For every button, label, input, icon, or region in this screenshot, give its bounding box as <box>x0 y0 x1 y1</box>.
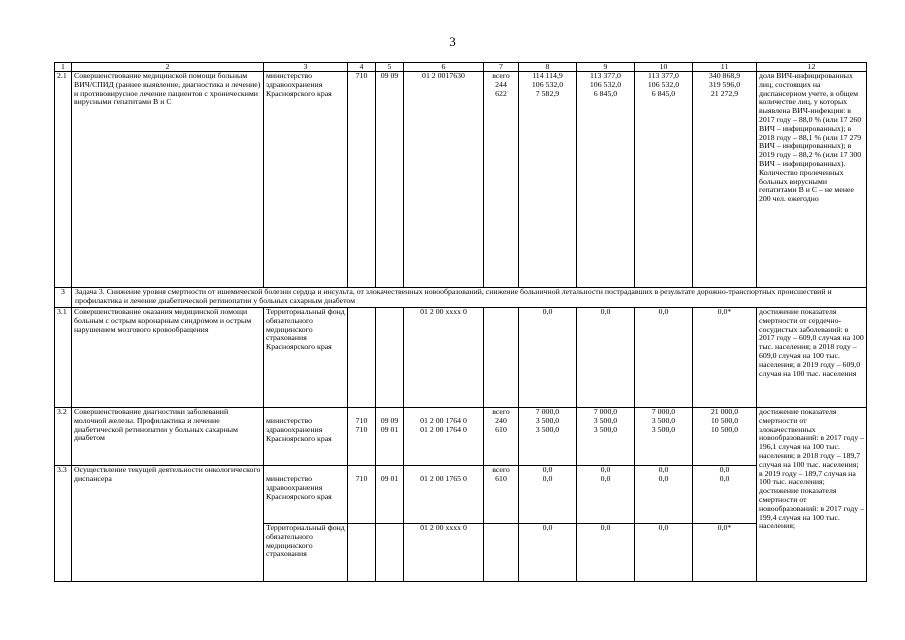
col-header: 12 <box>757 63 867 72</box>
activity-name: Совершенствование медицинской помощи больным ВИЧ/СПИД (раннее выявление, диагностика и лечение) и противовирусное лечение пациентов с хроническими вирусными гепатитами В и С <box>72 72 264 288</box>
amount-value: 3 500,0 <box>535 425 560 434</box>
vr-value: всего <box>492 465 510 474</box>
amount-2017 <box>519 466 577 524</box>
amount-total <box>693 408 757 466</box>
expected-result: достижение показателя смертности от злокачественных новообразований: в 2017 году – 196,1 случая на 100 тыс. населения; в 2018 году – 189,7 случая на 100 тыс. населения; в 2019 году – 189,7 случая на 100 тыс. населения; достижение показателя смертности от новообразований: в 2017 году – 199,4 случая на 100 тыс. населения; <box>757 408 867 582</box>
amount-value: 106 532,0 <box>589 80 622 89</box>
executor <box>264 408 348 466</box>
csr-code <box>404 408 484 466</box>
col-header: 1 <box>55 63 72 72</box>
row-number: 3.2 <box>55 408 72 466</box>
amount-2019: 0,0 <box>635 524 693 582</box>
rzpr-value: 09 01 <box>380 425 399 434</box>
activity-name: Совершенствование оказания медицинской помощи больным с острым коронарным синдромом и острым нарушением мозгового кровообращения <box>72 308 264 408</box>
expected-result: доля ВИЧ-инфицированных лиц, состоящих на диспансерном учете, в общем количестве лиц, у которых выявлена ВИЧ-инфекция: в 2017 году – 88,0 % (или 17 260 ВИЧ – инфицированных); в 2018 году – 88,1 % (или 17 279 ВИЧ – инфицированных); в 2019 году – 88,2 % (или 17 300 ВИЧ – инфицированных). Количество пролеченных больных вирусными гепатитами В и С – не менее 200 чел. ежегодно <box>757 72 867 288</box>
grbs-code <box>348 466 376 524</box>
amount-value: 106 532,0 <box>531 80 564 89</box>
grbs-code <box>348 408 376 466</box>
executor: Территориальный фонд обязательного медицинского страхования <box>264 524 348 582</box>
col-header: 9 <box>577 63 635 72</box>
col-header: 2 <box>72 63 264 72</box>
amount-total <box>693 72 757 288</box>
vr-value: 610 <box>495 474 507 483</box>
amount-value: 0,0 <box>719 474 730 483</box>
vr-value: 622 <box>495 89 507 98</box>
amount-2018 <box>577 72 635 288</box>
amount-value: 7 582,9 <box>535 89 560 98</box>
rzpr-code: 09 09 <box>376 72 404 288</box>
row-number: 2.1 <box>55 72 72 288</box>
amount-value: 7 000,0 <box>651 407 676 416</box>
amount-value: 319 596,0 <box>708 80 741 89</box>
activity-name: Осуществление текущей деятельности онкологического диспансера <box>72 466 264 582</box>
csr-value: 01 2 00 1764 0 <box>420 425 467 434</box>
amount-value: 7 000,0 <box>535 407 560 416</box>
vr-value: всего <box>492 407 510 416</box>
rzpr-code <box>376 466 404 524</box>
program-table <box>54 62 867 582</box>
col-header: 6 <box>404 63 484 72</box>
vr-codes <box>484 308 519 408</box>
column-numbers-row <box>55 63 867 72</box>
vr-value: всего <box>492 71 510 80</box>
amount-2019 <box>635 466 693 524</box>
executor <box>264 466 348 524</box>
activity-name: Совершенствование диагностики заболеваний молочной железы. Профилактика и лечение диабетической ретинопатии у больных сахарным диабетом <box>72 408 264 466</box>
amount-2018: 0,0 <box>577 524 635 582</box>
amount-value: 10 500,0 <box>710 425 739 434</box>
amount-value: 10 500,0 <box>710 416 739 425</box>
csr-value: 01 2 00 1764 0 <box>420 416 467 425</box>
table-row <box>55 308 867 408</box>
amount-2017 <box>519 408 577 466</box>
amount-value: 0,0 <box>600 465 611 474</box>
csr-value: 01 2 00 1765 0 <box>420 474 467 483</box>
csr-code: 01 2 00 xxxx 0 <box>404 308 484 408</box>
amount-total: 0,0* <box>693 308 757 408</box>
amount-value: 7 000,0 <box>593 407 618 416</box>
grbs-code <box>348 524 376 582</box>
amount-value: 114 114,9 <box>532 71 563 80</box>
amount-2017: 0,0 <box>519 524 577 582</box>
amount-value: 6 845,0 <box>651 89 676 98</box>
amount-value: 0,0 <box>658 465 669 474</box>
amount-value: 21 272,9 <box>710 89 739 98</box>
amount-value: 0,0 <box>719 465 730 474</box>
amount-2017 <box>519 72 577 288</box>
executor: министерство здравоохранения Красноярского края <box>264 72 348 288</box>
amount-value: 3 500,0 <box>651 416 676 425</box>
rzpr-value: 09 09 <box>380 416 399 425</box>
amount-value: 106 532,0 <box>647 80 680 89</box>
rzpr-code <box>376 408 404 466</box>
executor-name: министерство здравоохранения Красноярского края <box>266 474 332 501</box>
grbs-value: 710 <box>355 474 368 483</box>
amount-value: 0,0 <box>600 474 611 483</box>
table-row <box>55 408 867 466</box>
amount-total <box>693 466 757 524</box>
amount-value: 113 377,0 <box>590 71 621 80</box>
csr-code <box>404 466 484 524</box>
vr-codes <box>484 466 519 524</box>
amount-value: 3 500,0 <box>593 425 618 434</box>
csr-code: 01 2 0017630 <box>404 72 484 288</box>
row-number: 3 <box>55 288 72 308</box>
expected-result: достижение показателя смертности от сердечно-сосудистых заболеваний: в 2017 году – 609,0 случая на 100 тыс. населения; в 2018 году – 609,0 случая на 100 тыс. населения; в 2019 году – 609,0 случая на 100 тыс. населения <box>757 308 867 408</box>
amount-value: 340 868,9 <box>708 71 741 80</box>
col-header: 4 <box>348 63 376 72</box>
executor-name: министерство здравоохранения Красноярского края <box>266 416 332 443</box>
page-number: 3 <box>449 34 456 49</box>
col-header: 11 <box>693 63 757 72</box>
grbs-code <box>348 308 376 408</box>
vr-value: 610 <box>495 425 507 434</box>
vr-codes <box>484 72 519 288</box>
amount-value: 113 377,0 <box>648 71 679 80</box>
table-row <box>55 72 867 288</box>
amount-value: 6 845,0 <box>593 89 618 98</box>
grbs-value: 710 <box>355 416 368 425</box>
table-row <box>55 466 867 524</box>
col-header: 7 <box>484 63 519 72</box>
amount-2017: 0,0 <box>519 308 577 408</box>
col-header: 10 <box>635 63 693 72</box>
amount-2018 <box>577 408 635 466</box>
amount-2019 <box>635 72 693 288</box>
grbs-code: 710 <box>348 72 376 288</box>
amount-value: 3 500,0 <box>535 416 560 425</box>
vr-value: 244 <box>495 80 507 89</box>
task-title: Задача 3. Снижение уровня смертности от ишемической болезни сердца и инсульта, от злокачественных новообразований, снижение больничной летальности пострадавших в результате дорожно-транспортных происшествий и профилактика и лечение диабетической ретинопатии у больных сахарным диабетом <box>72 288 867 308</box>
vr-codes <box>484 408 519 466</box>
task-row <box>55 288 867 308</box>
col-header: 5 <box>376 63 404 72</box>
col-header: 8 <box>519 63 577 72</box>
amount-2018 <box>577 466 635 524</box>
row-number: 3.1 <box>55 308 72 408</box>
amount-value: 0,0 <box>542 465 553 474</box>
grbs-value: 710 <box>355 425 368 434</box>
amount-2019 <box>635 408 693 466</box>
csr-code: 01 2 00 xxxx 0 <box>404 524 484 582</box>
executor: Территориальный фонд обязательного медицинского страхования Красноярского края <box>264 308 348 408</box>
col-header: 3 <box>264 63 348 72</box>
rzpr-value: 09 01 <box>380 474 399 483</box>
rzpr-code <box>376 524 404 582</box>
amount-value: 3 500,0 <box>593 416 618 425</box>
amount-value: 0,0 <box>542 474 553 483</box>
vr-value: 240 <box>495 416 507 425</box>
amount-total: 0,0* <box>693 524 757 582</box>
amount-value: 3 500,0 <box>651 425 676 434</box>
row-number: 3.3 <box>55 466 72 582</box>
amount-2018: 0,0 <box>577 308 635 408</box>
rzpr-code <box>376 308 404 408</box>
amount-value: 0,0 <box>658 474 669 483</box>
amount-value: 21 000,0 <box>710 407 739 416</box>
vr-codes <box>484 524 519 582</box>
amount-2019: 0,0 <box>635 308 693 408</box>
